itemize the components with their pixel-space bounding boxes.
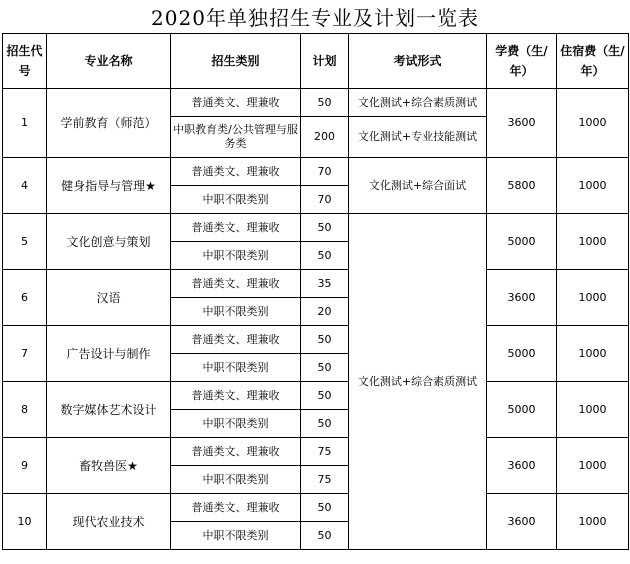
category-cell: 普通类文、理兼收 (171, 438, 301, 466)
dorm-cell: 1000 (557, 438, 629, 494)
plan-cell: 20 (301, 298, 349, 326)
header-row (3, 34, 629, 89)
major-cell: 文化创意与策划 (47, 214, 171, 270)
plan-cell: 50 (301, 214, 349, 242)
code-cell: 6 (3, 270, 47, 326)
plan-cell: 35 (301, 270, 349, 298)
major-cell: 广告设计与制作 (47, 326, 171, 382)
table-row (3, 214, 629, 242)
category-cell: 中职不限类别 (171, 242, 301, 270)
dorm-cell: 1000 (557, 494, 629, 550)
fee-cell: 3600 (487, 89, 557, 158)
plan-cell: 50 (301, 242, 349, 270)
fee-cell: 5000 (487, 214, 557, 270)
fee-cell: 3600 (487, 438, 557, 494)
table-row (3, 270, 629, 298)
category-cell: 普通类文、理兼收 (171, 326, 301, 354)
table-row (3, 89, 629, 117)
category-cell: 中职不限类别 (171, 298, 301, 326)
category-cell: 中职不限类别 (171, 410, 301, 438)
category-cell: 普通类文、理兼收 (171, 89, 301, 117)
dorm-cell: 1000 (557, 270, 629, 326)
category-cell: 普通类文、理兼收 (171, 382, 301, 410)
fee-cell: 5000 (487, 382, 557, 438)
code-cell: 7 (3, 326, 47, 382)
fee-cell: 3600 (487, 494, 557, 550)
category-cell: 普通类文、理兼收 (171, 270, 301, 298)
code-cell: 9 (3, 438, 47, 494)
code-cell: 1 (3, 89, 47, 158)
major-cell: 畜牧兽医★ (47, 438, 171, 494)
shared-exam-cell: 文化测试+综合素质测试 (349, 214, 487, 550)
code-cell: 4 (3, 158, 47, 214)
category-cell: 普通类文、理兼收 (171, 214, 301, 242)
plan-cell: 50 (301, 382, 349, 410)
exam-cell: 文化测试+综合面试 (349, 158, 487, 214)
table-row (3, 382, 629, 410)
fee-cell: 5000 (487, 326, 557, 382)
header-exam: 考试形式 (349, 34, 487, 89)
category-cell: 普通类文、理兼收 (171, 158, 301, 186)
plan-cell: 50 (301, 354, 349, 382)
dorm-cell: 1000 (557, 89, 629, 158)
page-title: 2020年单独招生专业及计划一览表 (151, 6, 479, 30)
major-cell: 数字媒体艺术设计 (47, 382, 171, 438)
plan-cell: 50 (301, 89, 349, 117)
category-cell: 中职不限类别 (171, 522, 301, 550)
table-row (3, 158, 629, 186)
table-row (3, 438, 629, 466)
major-cell: 健身指导与管理★ (47, 158, 171, 214)
dorm-cell: 1000 (557, 382, 629, 438)
exam-cell: 文化测试+综合素质测试 (349, 89, 487, 117)
enrollment-table (2, 33, 629, 550)
code-cell: 8 (3, 382, 47, 438)
major-cell: 现代农业技术 (47, 494, 171, 550)
table-row (3, 494, 629, 522)
fee-cell: 5800 (487, 158, 557, 214)
header-category: 招生类别 (171, 34, 301, 89)
major-cell: 学前教育（师范） (47, 89, 171, 158)
plan-cell: 75 (301, 438, 349, 466)
header-dorm: 住宿费（生/年） (557, 34, 629, 89)
category-cell: 中职不限类别 (171, 186, 301, 214)
dorm-cell: 1000 (557, 214, 629, 270)
plan-cell: 50 (301, 522, 349, 550)
exam-cell: 文化测试+专业技能测试 (349, 117, 487, 158)
major-cell: 汉语 (47, 270, 171, 326)
plan-cell: 50 (301, 494, 349, 522)
category-cell: 中职不限类别 (171, 466, 301, 494)
category-cell: 中职教育类/公共管理与服务类 (171, 117, 301, 158)
header-major: 专业名称 (47, 34, 171, 89)
plan-cell: 50 (301, 410, 349, 438)
header-code: 招生代号 (3, 34, 47, 89)
header-fee: 学费（生/年） (487, 34, 557, 89)
dorm-cell: 1000 (557, 326, 629, 382)
plan-cell: 200 (301, 117, 349, 158)
code-cell: 5 (3, 214, 47, 270)
plan-cell: 70 (301, 186, 349, 214)
header-plan: 计划 (301, 34, 349, 89)
category-cell: 普通类文、理兼收 (171, 494, 301, 522)
code-cell: 10 (3, 494, 47, 550)
plan-cell: 70 (301, 158, 349, 186)
table-row (3, 326, 629, 354)
fee-cell: 3600 (487, 270, 557, 326)
plan-cell: 50 (301, 326, 349, 354)
dorm-cell: 1000 (557, 158, 629, 214)
plan-cell: 75 (301, 466, 349, 494)
category-cell: 中职不限类别 (171, 354, 301, 382)
